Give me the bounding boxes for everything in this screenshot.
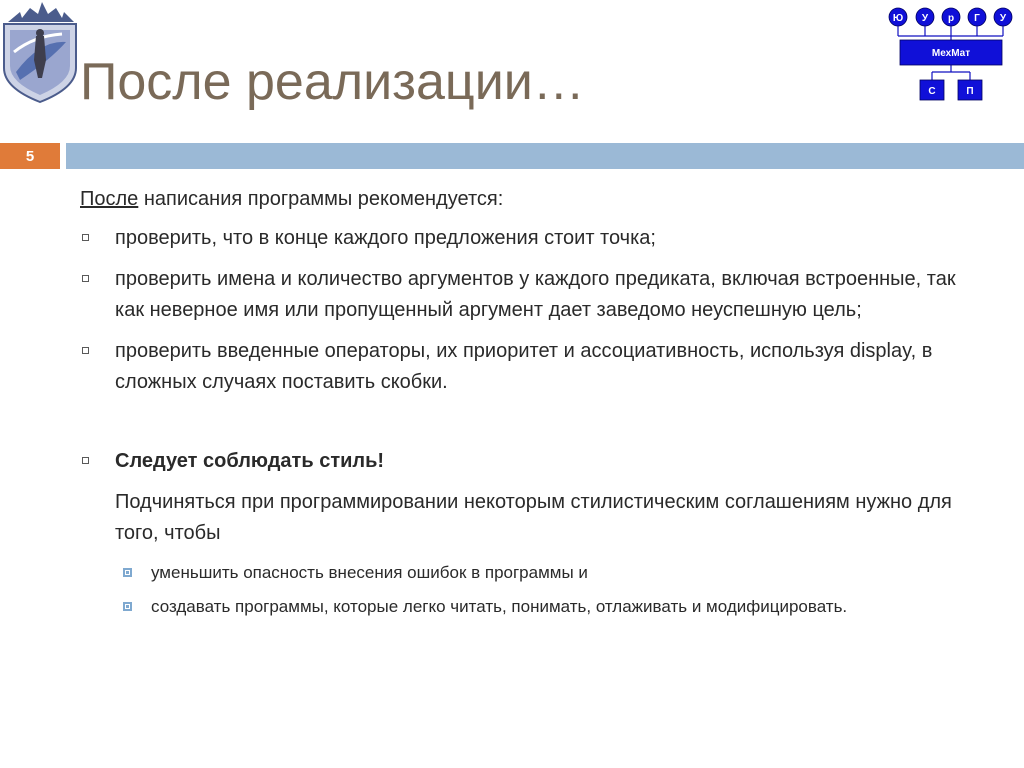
slide-number: 5 [0,143,60,169]
square-bullet-icon [82,347,89,354]
list-item [80,264,985,326]
intro-underlined-word: После [80,188,139,210]
department-diagram [886,6,1020,106]
square-bullet-icon [82,234,89,241]
university-logo [0,0,80,106]
sub-list-item [80,559,985,587]
diagram-letter-4: Г [974,13,980,24]
square-bullet-icon [82,275,89,282]
header-accent-bar [66,143,1024,169]
emblem-icon [0,0,80,106]
blue-square-bullet-icon [123,602,132,611]
list-item [80,336,985,398]
list-item-text: проверить введенные операторы, их приоритет и ассоциативность, используя display, в сложных случаях поставить скобки. [115,340,933,393]
slide-title: После реализации… [80,53,585,111]
list-item-text: проверить, что в конце каждого предложения стоит точка; [115,227,656,249]
sub-list-item-text: создавать программы, которые легко читать, понимать, отлаживать и модифицировать. [151,597,848,616]
diagram-letter-2: У [921,13,929,24]
style-paragraph: Подчиняться при программировании некоторым стилистическим соглашениям нужно для того, чтобы [115,491,952,544]
diagram-letter-3: р [947,13,955,24]
slide-body [80,184,985,627]
style-heading-item [80,446,985,477]
style-heading: Следует соблюдать стиль! [115,450,385,472]
diagram-letter-p: П [966,86,974,97]
sub-list-item-text: уменьшить опасность внесения ошибок в программы и [151,563,588,582]
intro-line [80,184,985,215]
diagram-letter-1: Ю [892,13,904,24]
list-item-text: проверить имена и количество аргументов у каждого предиката, включая встроенные, так как неверное имя или пропущенный аргумент дает заведомо неуспешную цель; [115,268,956,321]
diagram-letter-s: С [928,86,936,97]
intro-text: написания программы рекомендуется: [138,188,504,210]
sub-list-item [80,593,985,621]
blue-square-bullet-icon [123,568,132,577]
diagram-letter-5: У [999,13,1007,24]
diagram-center-label: МехМат [931,48,971,59]
square-bullet-icon [82,457,89,464]
list-item [80,223,985,254]
